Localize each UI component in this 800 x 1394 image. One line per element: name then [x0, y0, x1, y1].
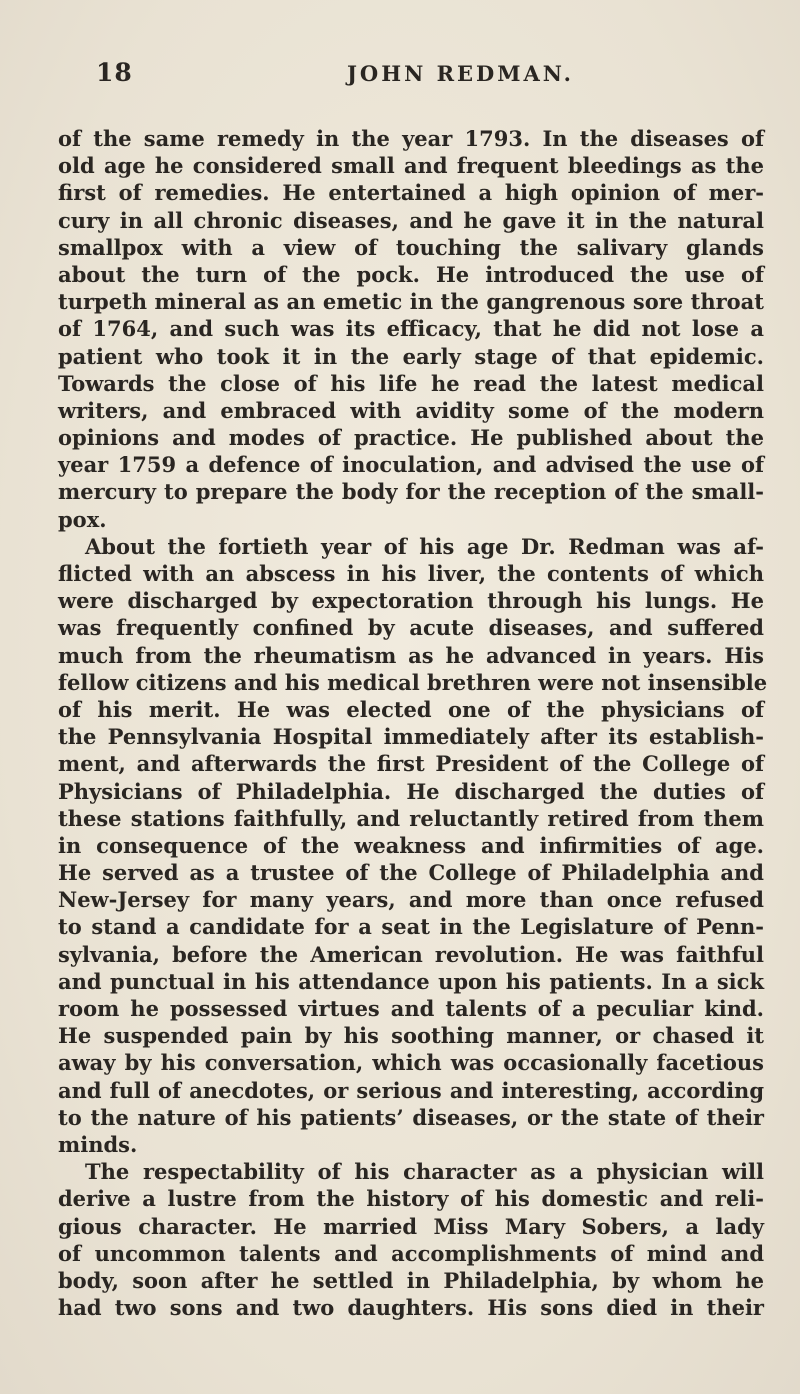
text-line: writers, and embraced with avidity some of the modern — [58, 397, 764, 423]
text-line: turpeth mineral as an emetic in the gangrenous sore throat — [58, 289, 764, 315]
text-line: cury in all chronic diseases, and he gave it in the natural — [58, 207, 764, 233]
text-line: to the nature of his patients’ diseases, or the state of their — [58, 1104, 764, 1130]
text-line: room he possessed virtues and talents of a peculiar kind. — [58, 996, 764, 1021]
text-line: sylvania, before the American revolution. He was faithful — [58, 941, 764, 967]
text-line: mercury to prepare the body for the reception of the small- — [58, 479, 764, 505]
text-line: ment, and afterwards the first President of the College of — [58, 751, 764, 777]
body-text — [58, 125, 768, 1321]
text-line: flicted with an abscess in his liver, the contents of which — [58, 561, 764, 586]
text-line: New-Jersey for many years, and more than once refused — [58, 887, 764, 913]
text-line: first of remedies. He entertained a high opinion of mer- — [58, 180, 764, 206]
text-line: The respectability of his character as a physician will — [85, 1159, 764, 1185]
text-line: of his merit. He was elected one of the physicians of — [58, 696, 764, 722]
text-line: away by his conversation, which was occasionally facetious — [58, 1050, 764, 1076]
text-line: derive a lustre from the history of his domestic and reli- — [58, 1186, 764, 1212]
text-line: were discharged by expectoration through his lungs. He — [58, 588, 764, 614]
text-line: fellow citizens and his medical brethren were not insensible — [58, 669, 768, 695]
text-line: had two sons and two daughters. His sons died in their — [58, 1295, 764, 1321]
text-line: in consequence of the weakness and infirmities of age. — [58, 832, 764, 858]
text-line: Physicians of Philadelphia. He discharged the duties of — [58, 778, 764, 804]
text-line: pox. — [58, 506, 107, 532]
paragraph — [58, 1158, 764, 1321]
text-line: Towards the close of his life he read the latest medical — [58, 370, 764, 396]
text-line: much from the rheumatism as he advanced in years. His — [58, 642, 764, 668]
text-line: old age he considered small and frequent bleedings as the — [58, 153, 764, 179]
text-line: smallpox with a view of touching the salivary glands — [58, 234, 764, 260]
text-line: the Pennsylvania Hospital immediately after its establish- — [58, 724, 764, 750]
text-line: body, soon after he settled in Philadelphia, by whom he — [58, 1267, 764, 1293]
text-line: He suspended pain by his soothing manner, or chased it — [58, 1023, 764, 1049]
text-line: About the fortieth year of his age Dr. Redman was af- — [85, 533, 764, 559]
text-line: to stand a candidate for a seat in the Legislature of Penn- — [58, 914, 764, 940]
running-head — [0, 58, 800, 92]
text-line: of 1764, and such was its efficacy, that he did not lose a — [58, 316, 764, 342]
text-line: these stations faithfully, and reluctantly retired from them — [58, 805, 764, 831]
text-line: patient who took it in the early stage of that epidemic. — [58, 343, 764, 369]
text-line: of uncommon talents and accomplishments of mind and — [58, 1240, 764, 1266]
text-line: about the turn of the pock. He introduced the use of — [58, 261, 764, 287]
text-line: was frequently confined by acute diseases, and suffered — [58, 615, 764, 641]
text-line: year 1759 a defence of inoculation, and advised the use of — [58, 452, 764, 478]
text-line: minds. — [58, 1131, 138, 1157]
paragraph — [58, 125, 764, 533]
paragraph — [58, 533, 768, 1158]
text-line: of the same remedy in the year 1793. In the diseases of — [58, 126, 764, 151]
page-number: 18 — [96, 58, 133, 87]
text-line: and punctual in his attendance upon his patients. In a sick — [58, 968, 764, 994]
text-line: opinions and modes of practice. He published about the — [58, 425, 764, 451]
text-line: He served as a trustee of the College of Philadelphia and — [58, 860, 764, 886]
text-line: gious character. He married Miss Mary Sobers, a lady — [58, 1213, 764, 1239]
text-line: and full of anecdotes, or serious and interesting, according — [58, 1077, 764, 1103]
running-title: JOHN REDMAN. — [347, 61, 574, 86]
